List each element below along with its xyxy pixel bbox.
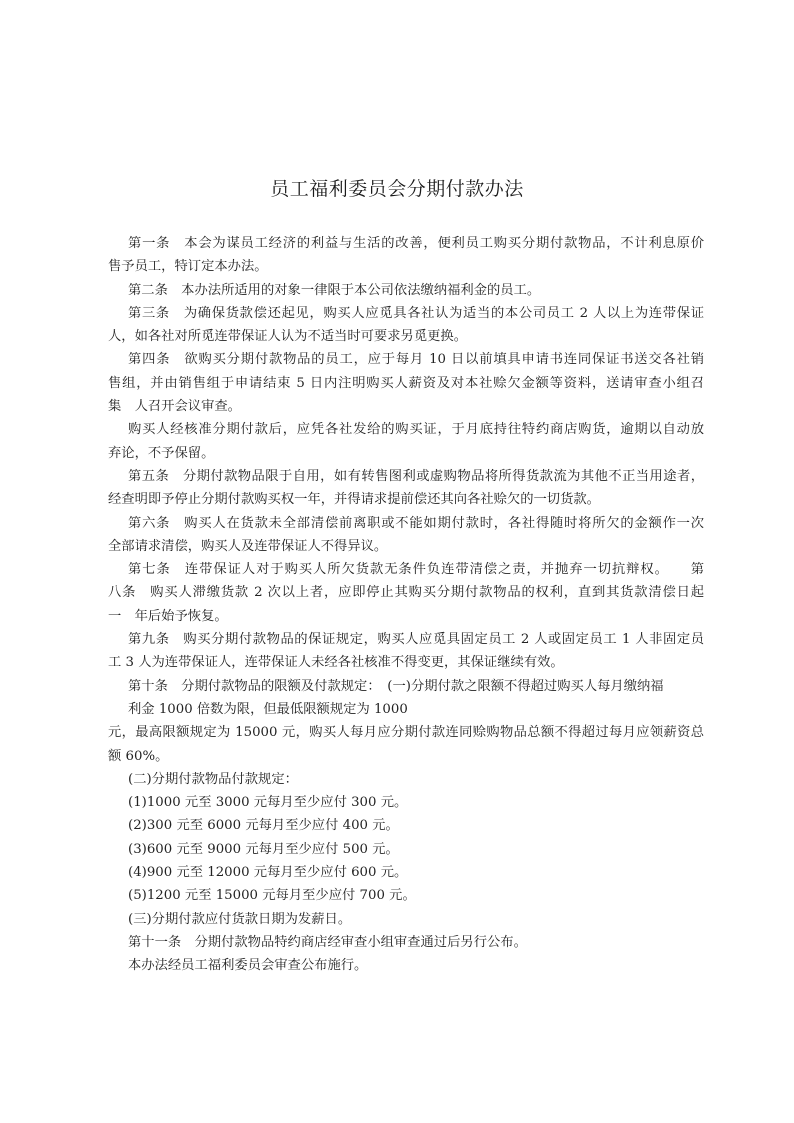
paragraph-line: 经查明即予停止分期付款购买权一年，并得请求提前偿还其向各社赊欠的一切货款。 [108,492,600,508]
paragraph-line: (5)1200 元至 15000 元每月至少应付 700 元。 [128,888,416,904]
paragraph-line: 购买人经核准分期付款后，应凭各社发给的购买证，于月底持往特约商店购货，逾期以自动放 [128,422,704,438]
paragraph-line: 本办法经员工福利委员会审查公布施行。 [128,958,368,974]
paragraph-line: 第六条 购买人在货款未全部清偿前离职或不能如期付款时，各社得随时将所欠的金额作一次 [128,515,704,531]
paragraph-line: (1)1000 元至 3000 元每月至少应付 300 元。 [128,795,408,811]
paragraph-line: (2)300 元至 6000 元每月至少应付 400 元。 [128,818,399,834]
paragraph-line: 第十一条 分期付款物品特约商店经审查小组审查通过后另行公布。 [128,934,527,950]
paragraph-line: 工 3 人为连带保证人，连带保证人未经各社核准不得变更，其保证继续有效。 [108,655,564,671]
paragraph-line: 一 年后始予恢复。 [108,608,228,624]
document-title: 员工福利委员会分期付款办法 [270,178,524,200]
paragraph-line: 第十条 分期付款物品的限额及付款规定： (一)分期付款之限额不得超过购买人每月缴纳福 [128,678,664,694]
paragraph-line: 集 人召开会议审查。 [108,399,241,415]
paragraph-line: 第一条 本会为谋员工经济的利益与生活的改善，便利员工购买分期付款物品，不计利息原价 [128,236,704,251]
paragraph-line: (二)分期付款物品付款规定： [128,771,298,787]
paragraph-line: 人，如各社对所觅连带保证人认为不适当时可要求另觅更换。 [108,329,468,345]
paragraph-line: 第四条 欲购买分期付款物品的员工，应于每月 10 日以前填具申请书连同保证书送交各社销 [128,352,704,368]
paragraph-line: (三)分期付款应付货款日期为发薪日。 [128,911,352,927]
paragraph-line: (4)900 元至 12000 元每月至少应付 600 元。 [128,865,408,881]
paragraph-line: 第二条 本办法所适用的对象一律限于本公司依法缴纳福利金的员工。 [128,282,541,298]
paragraph-line: 第七条 连带保证人对于购买人所欠货款无条件负连带清偿之责，并抛弃一切抗辩权。 第 [128,562,704,578]
paragraph-line: 利金 1000 倍数为限，但最低限额规定为 1000 [128,701,408,717]
paragraph-line: 全部请求清偿，购买人及连带保证人不得异议。 [108,538,388,554]
paragraph-line: 第九条 购买分期付款物品的保证规定，购买人应觅具固定员工 2 人或固定员工 1 人非固定员 [128,632,704,648]
document-body [108,232,704,978]
paragraph-line: 额 60%。 [108,748,169,764]
paragraph-line: 元，最高限额规定为 15000 元，购买人每月应分期付款连同赊购物品总额不得超过每月应领薪资总 [108,725,704,741]
paragraph-line: 八条 购买人滞缴货款 2 次以上者，应即停止其购买分期付款物品的权利，直到其货款清偿日起 [108,585,704,601]
paragraph-line: 第五条 分期付款物品限于自用，如有转售图利或虚购物品将所得货款流为其他不正当用途者， [128,468,704,484]
paragraph-line: 第三条 为确保货款偿还起见，购买人应觅具各社认为适当的本公司员工 2 人以上为连带保证 [128,305,704,321]
paragraph-line: 弃论，不予保留。 [108,445,215,461]
paragraph-line: 售组，并由销售组于申请结束 5 日内注明购买人薪资及对本社赊欠金额等资料，送请审查小组召 [108,375,704,391]
paragraph-line: (3)600 元至 9000 元每月至少应付 500 元。 [128,841,399,857]
paragraph-line: 售予员工，特订定本办法。 [108,259,268,275]
